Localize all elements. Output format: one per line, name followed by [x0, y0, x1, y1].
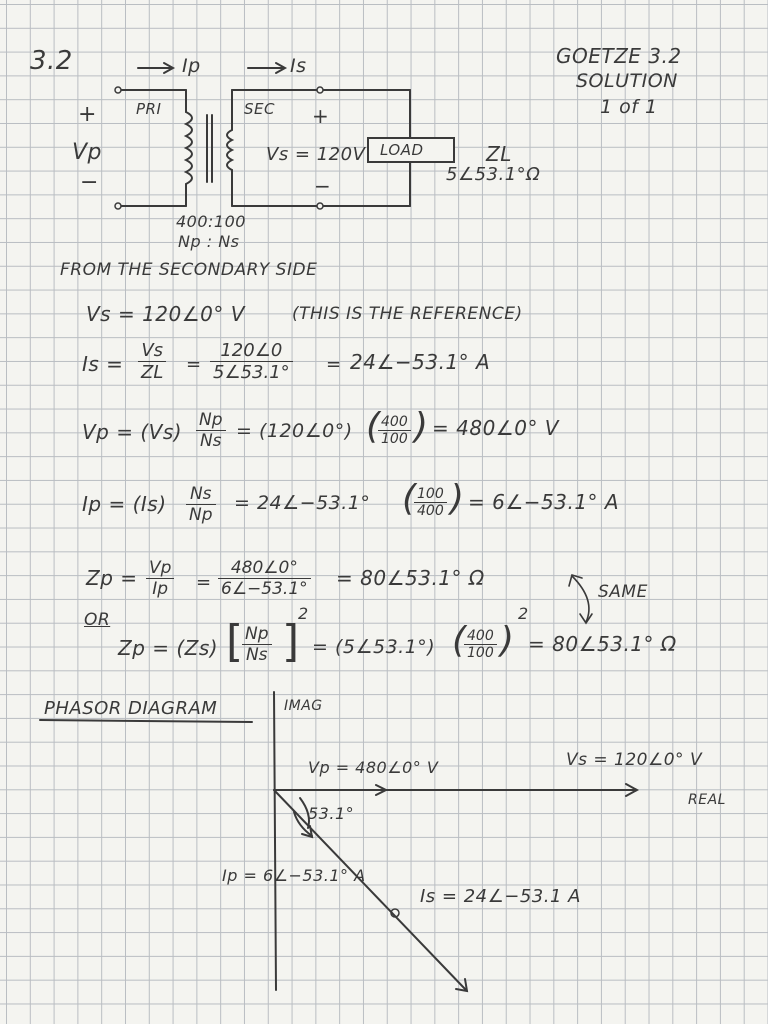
is-fraction-1-num: Vs	[141, 340, 164, 361]
vp-paren-open: (	[366, 406, 381, 447]
ip-current-label: Ip	[182, 55, 201, 77]
vs-value-label: Vs = 120V	[266, 144, 366, 165]
is-fraction-1-den: ZL	[141, 362, 164, 383]
ip-result: = 6∠−53.1° A	[468, 490, 620, 514]
section-heading: FROM THE SECONDARY SIDE	[60, 260, 318, 280]
is-fraction-2-den: 5∠53.1°	[213, 362, 290, 383]
ip-paren-open: (	[402, 478, 417, 519]
zp-result: = 80∠53.1° Ω	[336, 566, 485, 590]
plus-secondary: +	[312, 104, 330, 128]
vp-result: = 480∠0° V	[432, 416, 559, 440]
zp2-fraction-den: Ns	[245, 645, 268, 665]
pri-label: PRI	[136, 100, 162, 118]
same-label: SAME	[598, 582, 648, 602]
is-lhs: Is =	[82, 352, 124, 376]
zp2-fraction-num: Np	[245, 624, 269, 644]
zp2-bracket-open: [	[226, 616, 244, 667]
zl-value: 5∠53.1°Ω	[446, 164, 541, 185]
zp-fraction-1-den: Ip	[152, 579, 169, 599]
zp-fraction-2-num: 480∠0°	[230, 558, 298, 578]
reference-note: (THIS IS THE REFERENCE)	[292, 304, 523, 324]
angle-label: 53.1°	[308, 804, 355, 823]
turns-ratio-names: Np : Ns	[178, 232, 240, 251]
vs-equation: Vs = 120∠0° V	[86, 302, 245, 326]
phasor-title: PHASOR DIAGRAM	[44, 698, 218, 719]
zp2-lhs: Zp = (Zs)	[118, 636, 219, 660]
minus-primary: −	[80, 170, 99, 195]
zp-fraction-1-num: Vp	[149, 558, 172, 578]
ip-paren-close: )	[450, 478, 465, 519]
zp-lhs: Zp =	[86, 566, 138, 590]
zp-equals: =	[196, 572, 212, 593]
turns-ratio: 400:100	[176, 212, 246, 231]
problem-number: 3.2	[30, 46, 73, 76]
load-label: LOAD	[380, 141, 424, 159]
header-page: 1 of 1	[600, 96, 658, 118]
is-phasor-label: Is = 24∠−53.1 A	[420, 886, 581, 907]
zp-fraction-2-den: 6∠−53.1°	[221, 579, 308, 599]
zp2-paren-open: (	[452, 620, 467, 661]
vp-label: Vp	[72, 140, 103, 165]
vp-lhs: Vp = (Vs)	[82, 420, 183, 444]
vp-ratio-den: 100	[381, 431, 408, 447]
imag-axis-label: IMAG	[284, 698, 323, 714]
zp2-exponent: 2	[298, 604, 309, 623]
is-result: 24∠−53.1° A	[350, 350, 491, 374]
is-current-label: Is	[290, 55, 307, 77]
ip-phasor-label: Ip = 6∠−53.1° A	[222, 866, 366, 885]
vp-fraction-den: Ns	[199, 431, 222, 451]
zl-label: ZL	[486, 142, 512, 166]
zp2-result: = 80∠53.1° Ω	[528, 632, 677, 656]
sec-label: SEC	[244, 100, 275, 118]
ip-lhs: Ip = (Is)	[82, 492, 167, 516]
ip-fraction-den: Np	[189, 505, 213, 525]
real-axis-label: REAL	[688, 792, 726, 808]
plus-primary: +	[78, 102, 97, 127]
ip-fraction-num: Ns	[189, 484, 212, 504]
zp2-ratio-num: 400	[467, 628, 494, 644]
vp-ratio-num: 400	[381, 414, 408, 430]
or-label: OR	[84, 610, 111, 630]
vs-phasor-label: Vs = 120∠0° V	[566, 750, 703, 770]
is-fraction-2-num: 120∠0	[220, 340, 283, 361]
header-solution: SOLUTION	[576, 70, 678, 92]
vp-mid: = (120∠0°)	[236, 420, 353, 442]
zp2-mid: = (5∠53.1°)	[312, 636, 436, 658]
is-equals-2: =	[326, 354, 342, 375]
ip-ratio-num: 100	[417, 486, 444, 502]
zp2-exponent-2: 2	[518, 604, 529, 623]
zp2-bracket-close: ]	[282, 616, 300, 667]
vp-fraction-num: Np	[199, 410, 223, 430]
is-equals: =	[186, 354, 202, 375]
zp2-ratio-den: 100	[467, 645, 494, 661]
ip-mid: = 24∠−53.1°	[234, 492, 371, 514]
ip-ratio-den: 400	[417, 503, 444, 519]
zp2-paren-close: )	[500, 620, 515, 661]
vp-phasor-label: Vp = 480∠0° V	[308, 758, 439, 777]
header-title: GOETZE 3.2	[556, 44, 682, 68]
vp-paren-close: )	[414, 406, 429, 447]
minus-secondary: −	[314, 174, 332, 198]
